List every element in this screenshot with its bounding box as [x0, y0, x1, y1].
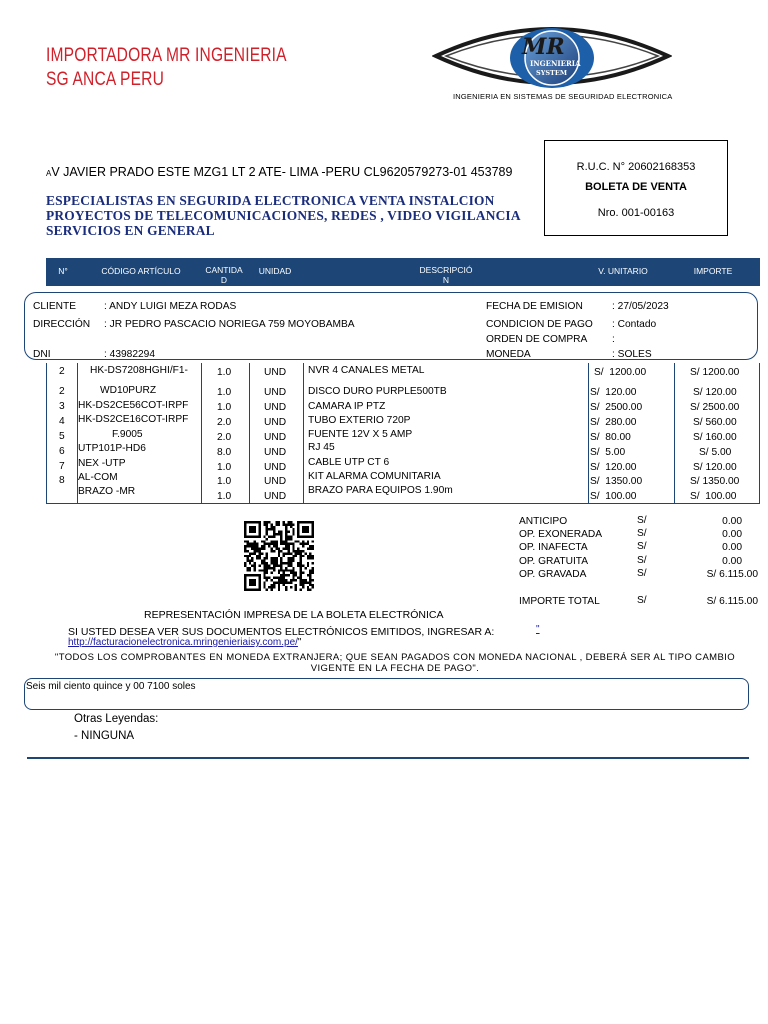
item-unit-price: S/ 120.00 — [590, 387, 637, 398]
item-number: 3 — [59, 401, 65, 412]
item-unit: UND — [264, 367, 287, 378]
item-number: 2 — [59, 386, 65, 397]
item-unit-price: S/ 280.00 — [590, 417, 637, 428]
col-unit-price: V. UNITARIO — [598, 266, 648, 276]
specialty-line: ESPECIALISTAS EN SEGURIDA ELECTRONICA VENTA INSTALCION — [46, 193, 495, 208]
item-number: 5 — [59, 431, 65, 442]
item-description: DISCO DURO PURPLE500TB — [308, 386, 447, 397]
item-amount: S/ 100.00 — [690, 491, 737, 502]
item-code: WD10PURZ — [100, 385, 157, 396]
address-prefix: A — [46, 169, 52, 178]
item-number: 2 — [59, 366, 65, 377]
other-legends-label: Otras Leyendas: — [74, 713, 159, 725]
item-code: UTP101P-HD6 — [78, 443, 146, 454]
gratuita-label: OP. GRATUITA — [519, 556, 589, 567]
item-quantity: 2.0 — [217, 432, 232, 443]
item-quantity: 8.0 — [217, 447, 232, 458]
col-number: N° — [58, 266, 68, 276]
item-code: BRAZO -MR — [78, 486, 136, 497]
item-amount: S/ 160.00 — [693, 432, 737, 443]
dni-value: : 43982294 — [104, 349, 155, 360]
inafecta-label: OP. INAFECTA — [519, 542, 588, 553]
item-unit: UND — [264, 417, 287, 428]
col-amount: IMPORTE — [693, 266, 733, 276]
item-code: F.9005 — [112, 429, 143, 440]
item-unit-price: S/ 1200.00 — [594, 367, 647, 378]
col-quantity: CANTIDA D — [205, 265, 243, 285]
item-description: KIT ALARMA COMUNITARIA — [308, 471, 441, 482]
exonerada-value: 0.00 — [722, 529, 742, 540]
item-code: HK-DS7208HGHI/F1- — [90, 365, 188, 376]
item-description: FUENTE 12V X 5 AMP — [308, 429, 413, 440]
other-legends-value: - NINGUNA — [74, 730, 135, 742]
item-description: TUBO EXTERIO 720P — [308, 415, 411, 426]
item-quantity: 1.0 — [217, 491, 232, 502]
url-quote-link[interactable]: " — [536, 624, 540, 635]
ruc-number: R.U.C. N° 20602168353 — [576, 161, 696, 173]
item-amount: S/ 560.00 — [693, 417, 737, 428]
company-address — [46, 165, 516, 181]
item-amount: S/ 2500.00 — [690, 402, 740, 413]
gravada-label: OP. GRAVADA — [519, 569, 587, 580]
item-unit-price: S/ 2500.00 — [590, 402, 643, 413]
column-divider — [674, 363, 675, 504]
purchase-order-value: : — [612, 334, 615, 345]
currency-note: "TODOS LOS COMPROBANTES EN MONEDA EXTRANJERA; QUE SEAN PAGADOS CON MONEDA NACIONAL , DEBERÁ SER AL TIPO CAMBIO VIGENTE EN LA FECHA DE PAGO". — [54, 652, 736, 674]
item-quantity: 1.0 — [217, 476, 232, 487]
item-amount: S/ 120.00 — [693, 462, 737, 473]
item-quantity: 1.0 — [217, 367, 232, 378]
item-code: HK-DS2CE16COT-IRPF — [78, 414, 189, 425]
total-currency: S/ — [637, 595, 647, 606]
item-unit-price: S/ 5.00 — [590, 447, 626, 458]
company-name: IMPORTADORA MR INGENIERIA — [46, 45, 287, 66]
amount-in-words: Seis mil ciento quince y 00 7100 soles — [26, 681, 196, 692]
issue-date-label: FECHA DE EMISION — [486, 301, 583, 312]
item-quantity: 2.0 — [217, 417, 232, 428]
svg-text:MR: MR — [522, 34, 565, 60]
gratuita-currency: S/ — [637, 555, 647, 566]
item-description: CABLE UTP CT 6 — [308, 457, 390, 468]
gravada-currency: S/ — [637, 568, 647, 579]
item-unit: UND — [264, 447, 287, 458]
item-number: 7 — [59, 461, 65, 472]
representation-text: REPRESENTACIÓN IMPRESA DE LA BOLETA ELECTRÓNICA — [144, 609, 444, 621]
item-unit: UND — [264, 491, 287, 502]
exonerada-currency: S/ — [637, 528, 647, 539]
currency-label: MONEDA — [486, 349, 531, 360]
address-value: : JR PEDRO PASCACIO NORIEGA 759 MOYOBAMBA — [104, 319, 355, 330]
specialty-line: SERVICIOS EN GENERAL — [46, 223, 215, 238]
item-unit-price: S/ 80.00 — [590, 432, 631, 443]
company-header — [46, 44, 287, 92]
col-description: DESCRIPCIÓ N — [419, 265, 473, 285]
exonerada-label: OP. EXONERADA — [519, 529, 603, 540]
item-unit: UND — [264, 402, 287, 413]
payment-condition-label: CONDICION DE PAGO — [486, 319, 593, 330]
gravada-value: S/ 6.115.00 — [706, 569, 758, 580]
item-unit: UND — [264, 387, 287, 398]
view-documents-text: SI USTED DESEA VER SUS DOCUMENTOS ELECTRÓNICOS EMITIDOS, INGRESAR A: — [68, 626, 495, 638]
ruc-box — [544, 140, 728, 236]
bottom-divider — [27, 757, 749, 759]
e-invoice-url[interactable]: http://facturacionelectronica.mringenieriaisy.com.pe/ — [68, 637, 298, 648]
document-type: BOLETA DE VENTA — [585, 181, 687, 193]
item-quantity: 1.0 — [217, 387, 232, 398]
item-number: 6 — [59, 446, 65, 457]
item-code: HK-DS2CE56COT-IRPF — [78, 400, 189, 411]
dni-label: DNI — [33, 349, 51, 360]
total-value: S/ 6.115.00 — [706, 596, 758, 607]
item-unit-price: S/ 1350.00 — [590, 476, 643, 487]
item-quantity: 1.0 — [217, 402, 232, 413]
payment-condition-value: : Contado — [612, 319, 657, 330]
column-divider — [303, 363, 304, 504]
item-amount: S/ 1350.00 — [690, 476, 740, 487]
item-unit: UND — [264, 476, 287, 487]
address-text: V JAVIER PRADO ESTE MZG1 LT 2 ATE- LIMA -PERU CL9620579273-01 453789 — [51, 165, 513, 179]
anticipo-value: 0.00 — [722, 516, 742, 527]
col-code: CÓDIGO ARTÍCULO — [101, 266, 181, 276]
item-description: RJ 45 — [308, 442, 335, 453]
qr-code — [242, 521, 316, 591]
item-number: 4 — [59, 416, 65, 427]
col-unit: UNIDAD — [258, 266, 292, 276]
item-unit: UND — [264, 432, 287, 443]
item-amount: S/ 120.00 — [693, 387, 737, 398]
gratuita-value: 0.00 — [722, 556, 742, 567]
company-branch: SG ANCA PERU — [46, 69, 164, 90]
inafecta-value: 0.00 — [722, 542, 742, 553]
specialty-line: PROYECTOS DE TELECOMUNICACIONES, REDES , VIDEO VIGILANCIA — [46, 208, 521, 223]
issue-date-value: : 27/05/2023 — [612, 301, 669, 312]
document-number: Nro. 001-00163 — [597, 207, 675, 219]
currency-value: : SOLES — [612, 349, 652, 360]
item-description: CAMARA IP PTZ — [308, 401, 386, 412]
item-unit: UND — [264, 462, 287, 473]
item-number: 8 — [59, 475, 65, 486]
logo-tagline: INGENIERIA EN SISTEMAS DE SEGURIDAD ELECTRONICA — [453, 92, 673, 101]
item-unit-price: S/ 120.00 — [590, 462, 637, 473]
anticipo-label: ANTICIPO — [519, 516, 568, 527]
column-divider — [588, 363, 589, 504]
url-suffix: " — [297, 637, 302, 648]
inafecta-currency: S/ — [637, 541, 647, 552]
total-label: IMPORTE TOTAL — [519, 596, 600, 607]
item-code: AL-COM — [78, 472, 118, 483]
company-logo — [432, 18, 672, 100]
client-value: : ANDY LUIGI MEZA RODAS — [104, 301, 237, 312]
column-divider — [201, 363, 202, 504]
item-amount: S/ 1200.00 — [690, 367, 740, 378]
logo-line2: SYSTEM — [536, 69, 568, 77]
item-quantity: 1.0 — [217, 462, 232, 473]
client-label: CLIENTE — [33, 301, 77, 312]
specialties — [46, 193, 546, 238]
e-invoice-link[interactable] — [68, 637, 301, 648]
item-code: NEX -UTP — [78, 458, 126, 469]
address-label: DIRECCIÓN — [33, 319, 91, 330]
logo-line1: INGENIERIA — [530, 59, 581, 68]
item-unit-price: S/ 100.00 — [590, 491, 637, 502]
column-divider — [249, 363, 250, 504]
item-amount: S/ 5.00 — [699, 447, 732, 458]
item-description: BRAZO PARA EQUIPOS 1.90m — [308, 485, 453, 496]
item-description: NVR 4 CANALES METAL — [308, 365, 425, 376]
purchase-order-label: ORDEN DE COMPRA — [486, 334, 588, 345]
items-table-header — [46, 258, 760, 286]
anticipo-currency: S/ — [637, 515, 647, 526]
